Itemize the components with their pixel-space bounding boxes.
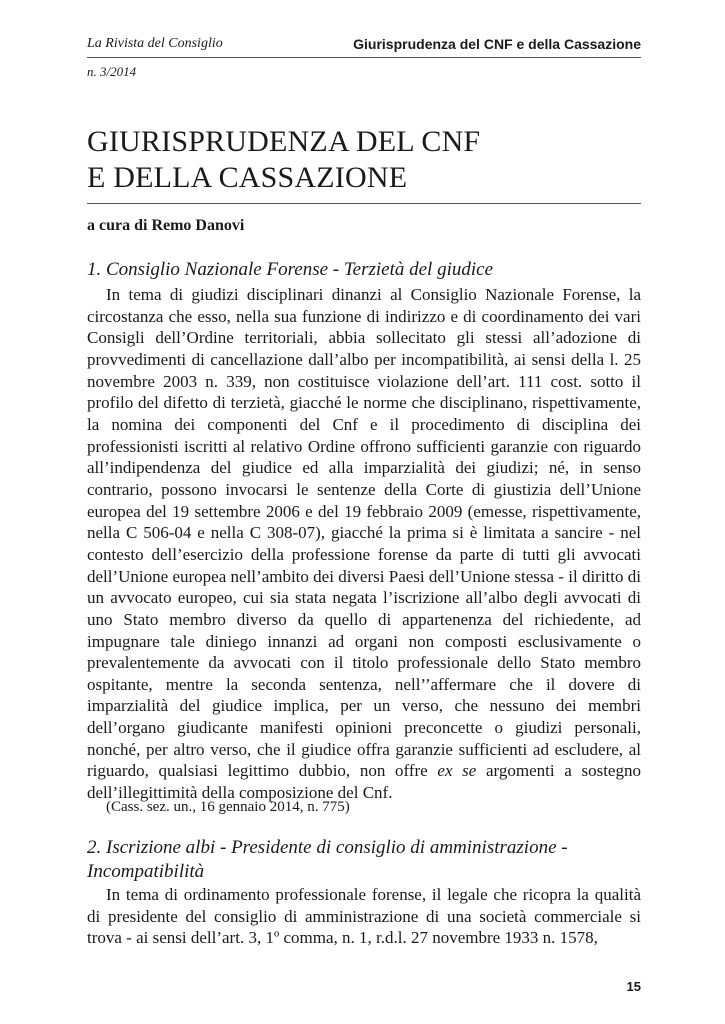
journal-name: La Rivista del Consiglio bbox=[87, 36, 223, 51]
page-title-line-2: E DELLA CASSAZIONE bbox=[87, 161, 408, 194]
section-1-citation: (Cass. sez. un., 16 gennaio 2014, n. 775) bbox=[106, 799, 350, 815]
section-1-body-text-end: argomenti a sostegno dell’illegittimità della composizione del Cnf. bbox=[87, 761, 641, 803]
title-divider bbox=[87, 203, 641, 204]
issue-number: n. 3/2014 bbox=[87, 64, 137, 79]
section-1-body-italic: ex se bbox=[437, 761, 477, 781]
section-2-body: In tema di ordinamento professionale forense, il legale che ricopra la qualità di presidente del consiglio di amministrazione di una società commerciale si trova - ai sensi dell’art. 3, 1º comma, n. 1, r.d.l. 27 novembre 1933 n. 1578, bbox=[87, 885, 641, 948]
page-number: 15 bbox=[626, 979, 641, 994]
section-1-body bbox=[87, 284, 641, 804]
editor-credit: a cura di Remo Danovi bbox=[87, 217, 245, 234]
section-2-heading: 2. Iscrizione albi - Presidente di consiglio di amministrazione - Incompatibilità bbox=[87, 837, 568, 882]
header-divider bbox=[87, 57, 641, 58]
page-title bbox=[87, 124, 480, 196]
page-title-line-1: GIURISPRUDENZA DEL CNF bbox=[87, 125, 481, 158]
section-1-heading: 1. Consiglio Nazionale Forense - Terzietà del giudice bbox=[87, 259, 494, 280]
section-1-body-text: In tema di giudizi disciplinari dinanzi al Consiglio Nazionale Forense, la circostanza che esso, nella sua funzione di indirizzo e di coordinamento dei vari Consigli dell’Ordine territoriali, abbia sollecitato gli stessi all’adozione di provvedimenti di cancellazione dall’albo per incompatibilità, ai sensi della l. 25 novembre 2003 n. 339, non costituisce violazione dell’art. 111 cost. sotto il profilo del difetto di terzietà, giacché le norme che disciplinano, rispettivamente, la nomina dei componenti del Cnf e il procedimento di disciplina dei professionisti iscritti al relativo Ordine offrono sufficienti garanzie con riguardo all’indipendenza del giudice ed alla imparzialità dei giudizi; né, in senso contrario, possono invocarsi le sentenze della Corte di giustizia dell’Unione europea del 19 settembre 2006 e del 19 febbraio 2009 (emesse, rispettivamente, nella C 506-04 e nella C 308-07), giacché la prima si è limitata a sancire - nel contesto dell’esercizio della professione forense da parte di tutti gli avvocati dell’Unione europea nell’ambito dei diversi Paesi dell’Unione stessa - il diritto di un avvocato europeo, cui sia stata negata l’iscrizione all’albo degli avvocati di uno Stato membro diverso da quello di appartenenza del richiedente, ad impugnare tale diniego innanzi ad organi non composti esclusivamente o prevalentemente da avvocati con il titolo professionale dello Stato membro ospitante, mentre la seconda sentenza, nell’’affermare che il dovere di imparzialità del giudice implica, per un verso, che nessuno dei membri dell’organo giudicante manifesti opinioni preconcette o giudizi personali, nonché, per altro verso, che il giudice offra garanzie sufficienti ad escludere, al riguardo, qualsiasi legittimo dubbio, non offre bbox=[87, 285, 641, 781]
running-section-title: Giurisprudenza del CNF e della Cassazione bbox=[353, 36, 641, 52]
